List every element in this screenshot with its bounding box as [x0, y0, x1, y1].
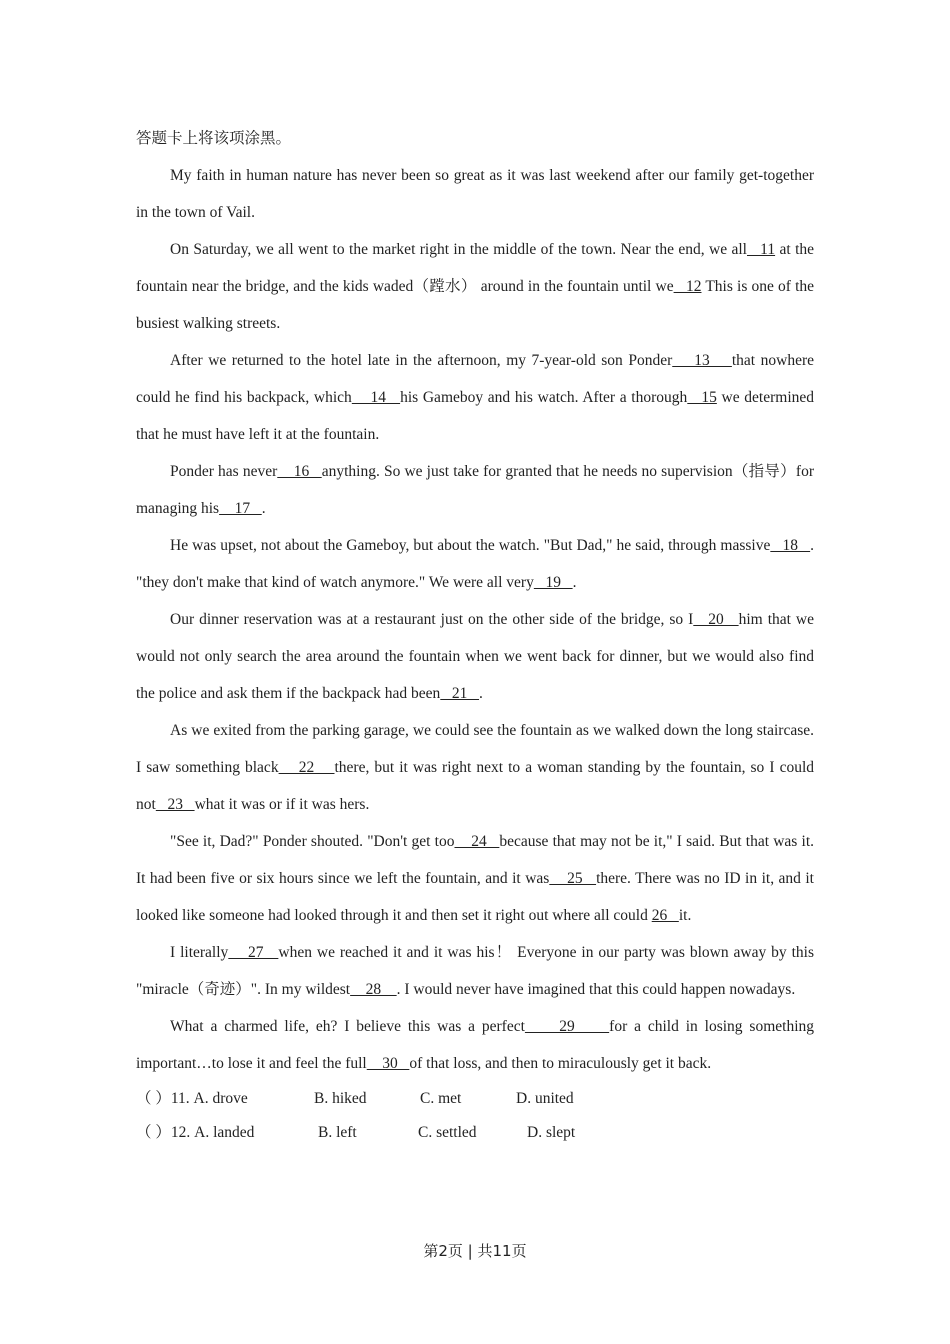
question-row [136, 1116, 814, 1150]
answer-option: B. hiked [314, 1090, 367, 1107]
passage-paragraph: I literally 27 when we reached it and it was his！ Everyone in our party was blown away by this "miracle（奇迹）". In my wildest 28 . I would never have imagined that this could happen nowadays. [136, 944, 815, 998]
passage-paragraph: As we exited from the parking garage, we could see the fountain as we walked down the long staircase. I saw something black 22 there, but it was right next to a woman standing by the fountain, so I could not 23 what it was or if it was hers. [136, 722, 815, 813]
passage-paragraph: He was upset, not about the Gameboy, but about the watch. "But Dad," he said, through massive 18 . "they don't make that kind of watch anymore." We were all very 19 . [136, 537, 815, 591]
passage-paragraph: Our dinner reservation was at a restaurant just on the other side of the bridge, so I 20 him that we would not only search the area around the fountain when we went back for dinner, but we would also find the police and ask them if the backpack had been 21 . [136, 611, 814, 702]
question-stem: （ ）12. A. landed [136, 1124, 255, 1141]
instruction-tail: 答题卡上将该项涂黑。 [136, 130, 292, 147]
answer-blank: 24 [454, 833, 500, 850]
cloze-passage [136, 157, 814, 1082]
answer-option: B. left [318, 1124, 357, 1141]
question-list [136, 1082, 814, 1150]
answer-blank: 27 [228, 944, 279, 961]
question-stem: （ ）11. A. drove [136, 1090, 248, 1107]
answer-blank: 21 [440, 685, 480, 702]
answer-option: C. settled [418, 1124, 477, 1141]
answer-blank: 11 [746, 241, 776, 258]
answer-blank: 28 [350, 981, 397, 998]
passage-content [136, 120, 814, 1150]
answer-option: D. slept [527, 1124, 576, 1141]
answer-blank: 30 [366, 1055, 410, 1072]
answer-blank: 26 [651, 907, 679, 924]
answer-blank: 22 [278, 759, 335, 776]
passage-paragraph: After we returned to the hotel late in the afternoon, my 7-year-old son Ponder 13 that nowhere could he find his backpack, which 14 his Gameboy and his watch. After a thorough 15 we determined that he must have left it at the fountain. [136, 352, 815, 443]
answer-option: C. met [420, 1090, 462, 1107]
answer-option: D. united [516, 1090, 574, 1107]
answer-blank: 15 [687, 389, 717, 406]
answer-blank: 19 [533, 574, 573, 591]
passage-paragraph: "See it, Dad?" Ponder shouted. "Don't get too 24 because that may not be it," I said. But that was it. It had been five or six hours since we left the fountain, and it was 25 there. There was no ID in it, and it looked like someone had looked through it and then set it right out where all could 26 it. [136, 833, 815, 924]
answer-blank: 16 [277, 463, 322, 480]
answer-blank: 17 [219, 500, 262, 517]
answer-blank: 13 [672, 352, 732, 369]
passage-paragraph: What a charmed life, eh? I believe this was a perfect 29 for a child in losing something important…to lose it and feel the full 30 of that loss, and then to miraculously get it back. [136, 1018, 815, 1072]
answer-blank: 20 [693, 611, 739, 628]
answer-blank: 29 [524, 1018, 610, 1035]
answer-blank: 18 [770, 537, 811, 554]
answer-blank: 12 [673, 278, 702, 295]
answer-blank: 23 [155, 796, 195, 813]
answer-blank: 14 [351, 389, 401, 406]
passage-paragraph: My faith in human nature has never been so great as it was last weekend after our family get-together in the town of Vail. [136, 167, 814, 221]
question-row [136, 1082, 814, 1116]
page-footer: 第2页 | 共11页 [423, 1242, 527, 1260]
passage-paragraph: On Saturday, we all went to the market right in the middle of the town. Near the end, we all 11 at the fountain near the bridge, and the kids waded（蹚水） around in the fountain until we 12 This is one of the busiest walking streets. [136, 241, 814, 332]
answer-blank: 25 [549, 870, 597, 887]
passage-paragraph: Ponder has never 16 anything. So we just take for granted that he needs no supervision（指导）for managing his 17 . [136, 463, 814, 517]
